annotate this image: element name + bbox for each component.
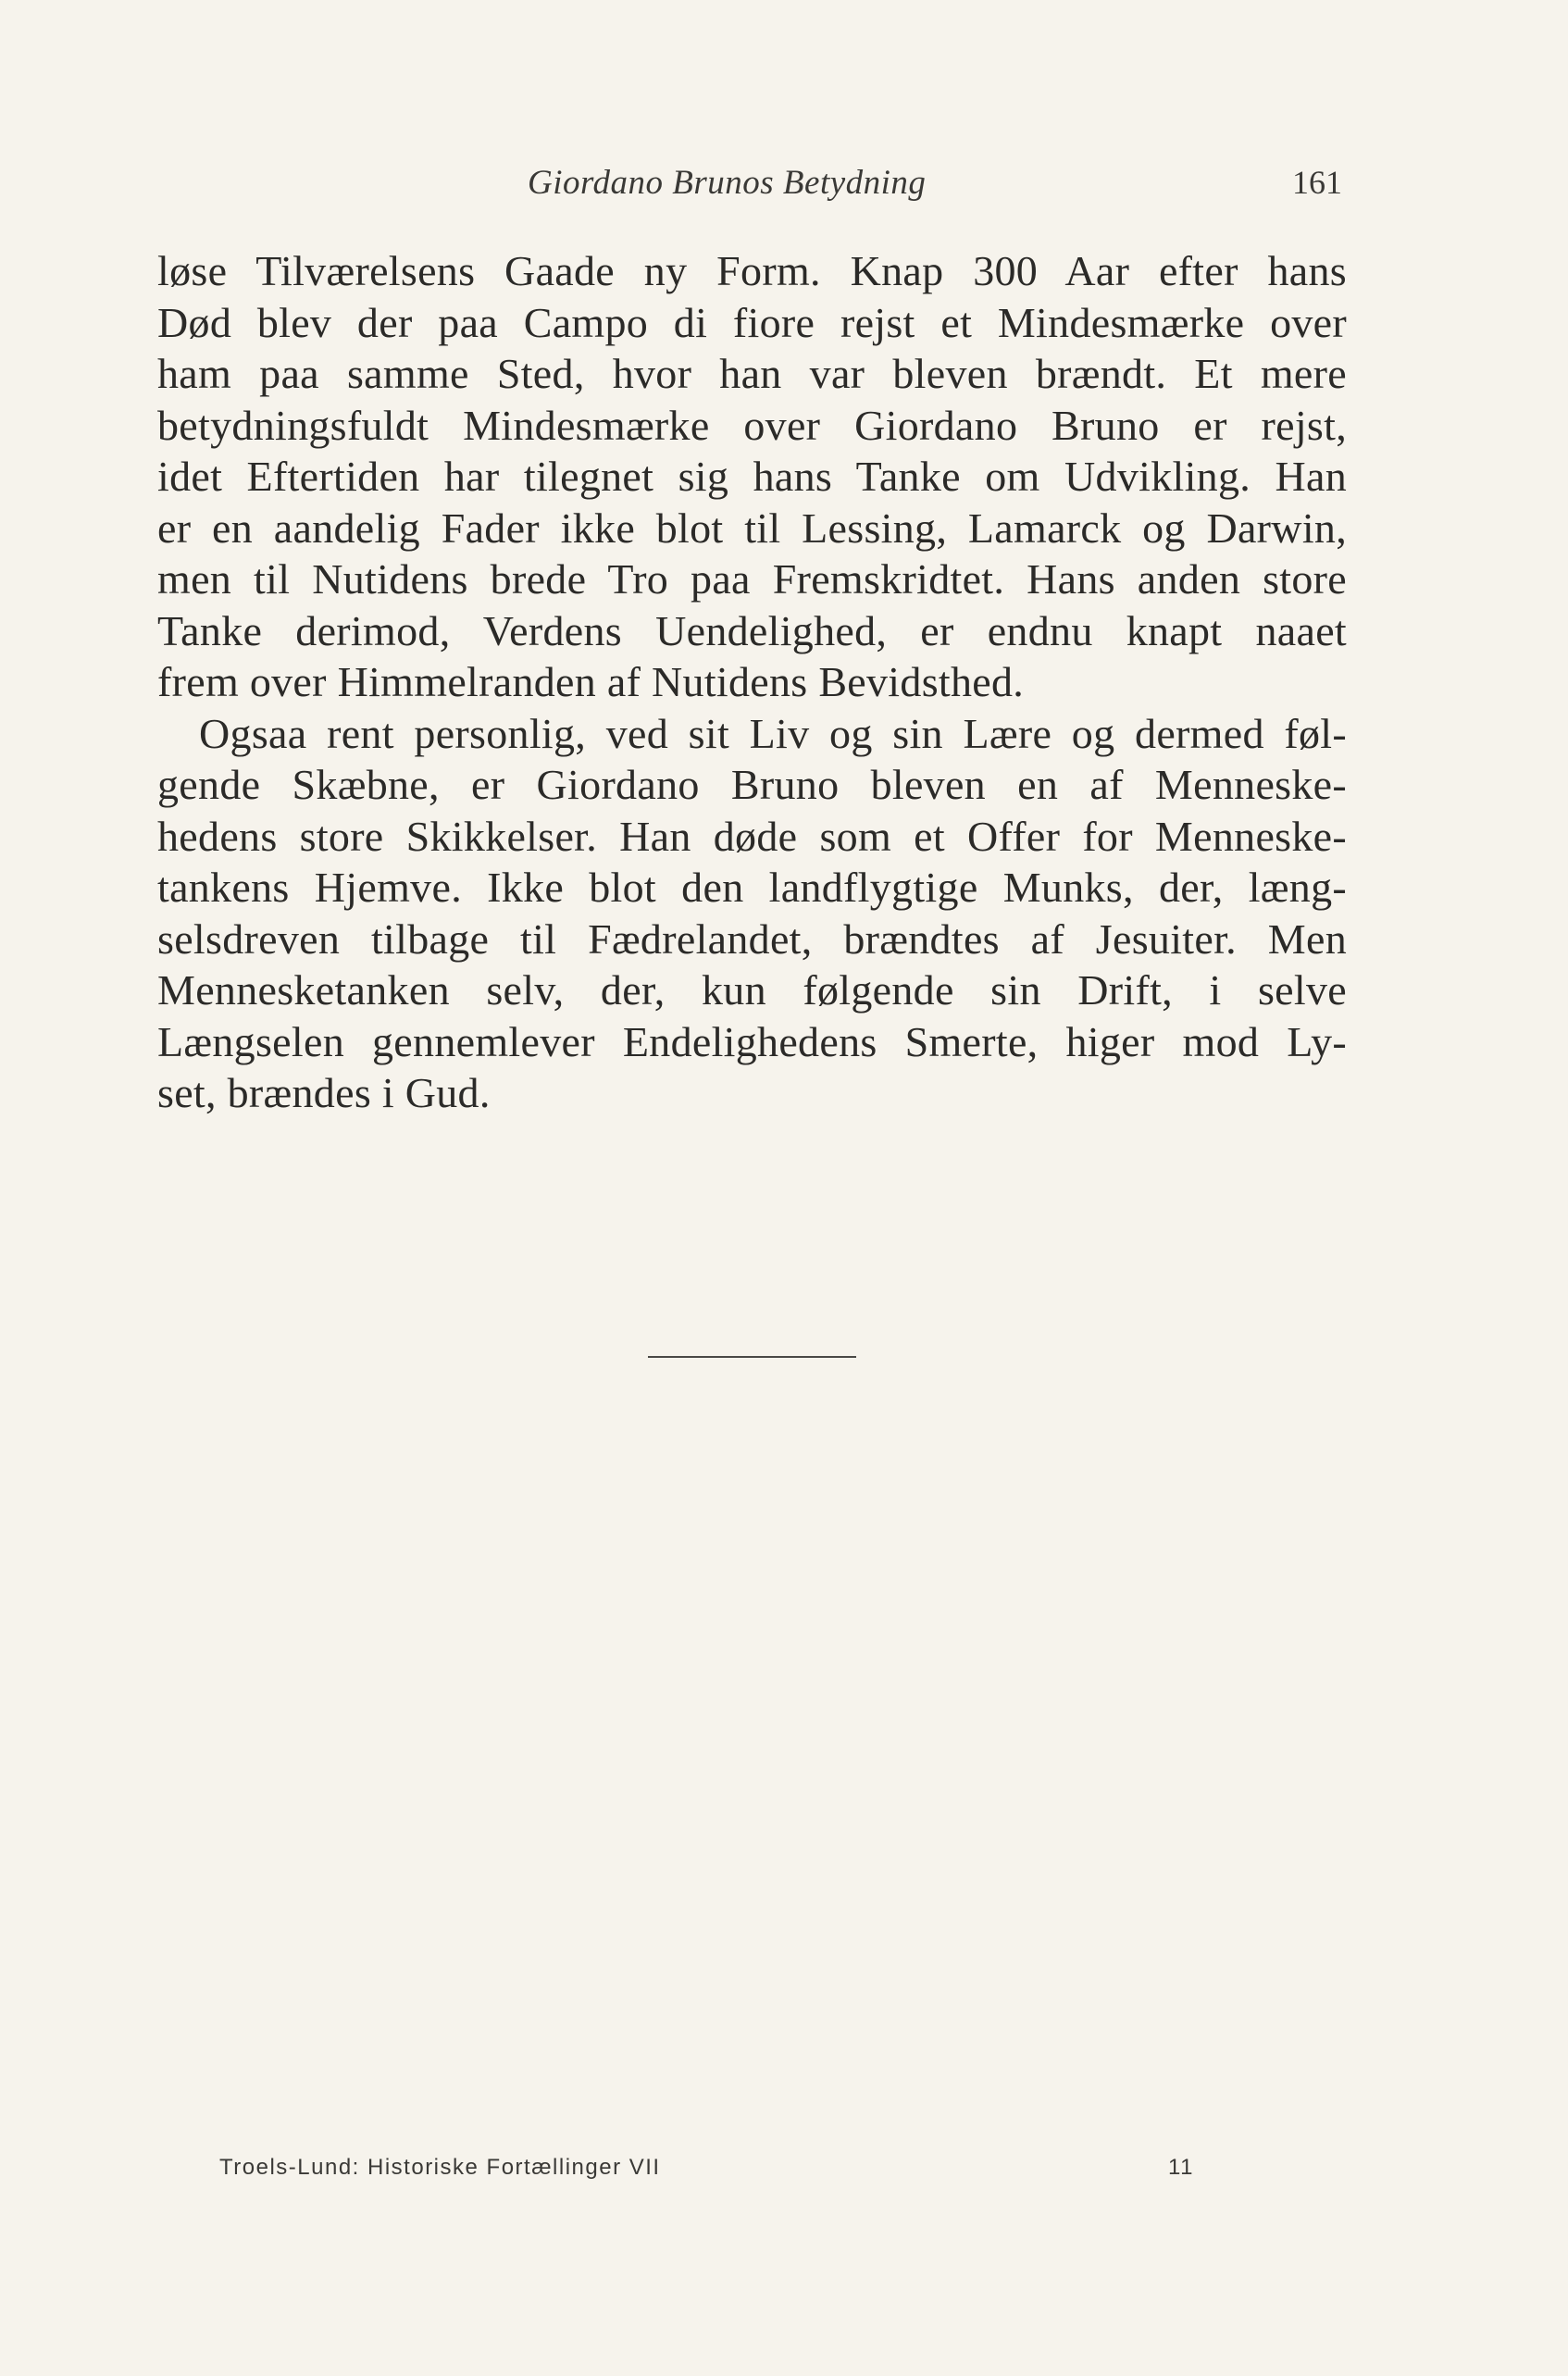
text-line: betydningsfuldt Mindesmærke over Giordano Bruno er rejst, [157, 401, 1347, 449]
text-line: løse Tilværelsens Gaade ny Form. Knap 300 Aar efter hans [157, 247, 1347, 294]
running-title: Giordano Brunos Betydning [528, 164, 927, 202]
text-line: ham paa samme Sted, hvor han var bleven brændt. Et mere [157, 350, 1347, 397]
text-line: gende Skæbne, er Giordano Bruno bleven en af Menneske- [157, 761, 1347, 808]
text-line: Længselen gennemlever Endelighedens Smerte, higer mod Ly- [157, 1017, 1347, 1065]
running-head [157, 163, 1342, 209]
body-text [157, 245, 1347, 1119]
text-line: selsdreven tilbage til Fædrelandet, brændtes af Jesuiter. Men [157, 914, 1347, 963]
page-footer [219, 2155, 1201, 2188]
text-line: tankens Hjemve. Ikke blot den landflygtige Munks, der, læng- [157, 864, 1347, 911]
text-line: Død blev der paa Campo di fiore rejst et Mindesmærke over [157, 298, 1347, 346]
text-line: Mennesketanken selv, der, kun følgende sin Drift, i selve [157, 966, 1347, 1014]
text-line: Ogsaa rent personlig, ved sit Liv og sin Lære og dermed føl- [199, 709, 1347, 757]
footer-signature-mark: 11 [1168, 2155, 1194, 2180]
text-line: set, brændes i Gud. [157, 1069, 491, 1116]
text-line: hedens store Skikkelser. Han døde som et Offer for Menneske- [157, 812, 1347, 860]
text-line: men til Nutidens brede Tro paa Fremskridtet. Hans anden store [157, 555, 1347, 603]
page-number: 161 [1292, 164, 1342, 201]
text-line: Tanke derimod, Verdens Uendelighed, er endnu knapt naaet [157, 606, 1347, 654]
text-line: idet Eftertiden har tilegnet sig hans Tanke om Udvikling. Han [157, 453, 1347, 500]
text-line: er en aandelig Fader ikke blot til Lessing, Lamarck og Darwin, [157, 504, 1347, 552]
footer-credit: Troels-Lund: Historiske Fortællinger VII [219, 2155, 661, 2180]
text-line: frem over Himmelranden af Nutidens Bevidsthed. [157, 658, 1025, 705]
section-divider [648, 1356, 856, 1358]
